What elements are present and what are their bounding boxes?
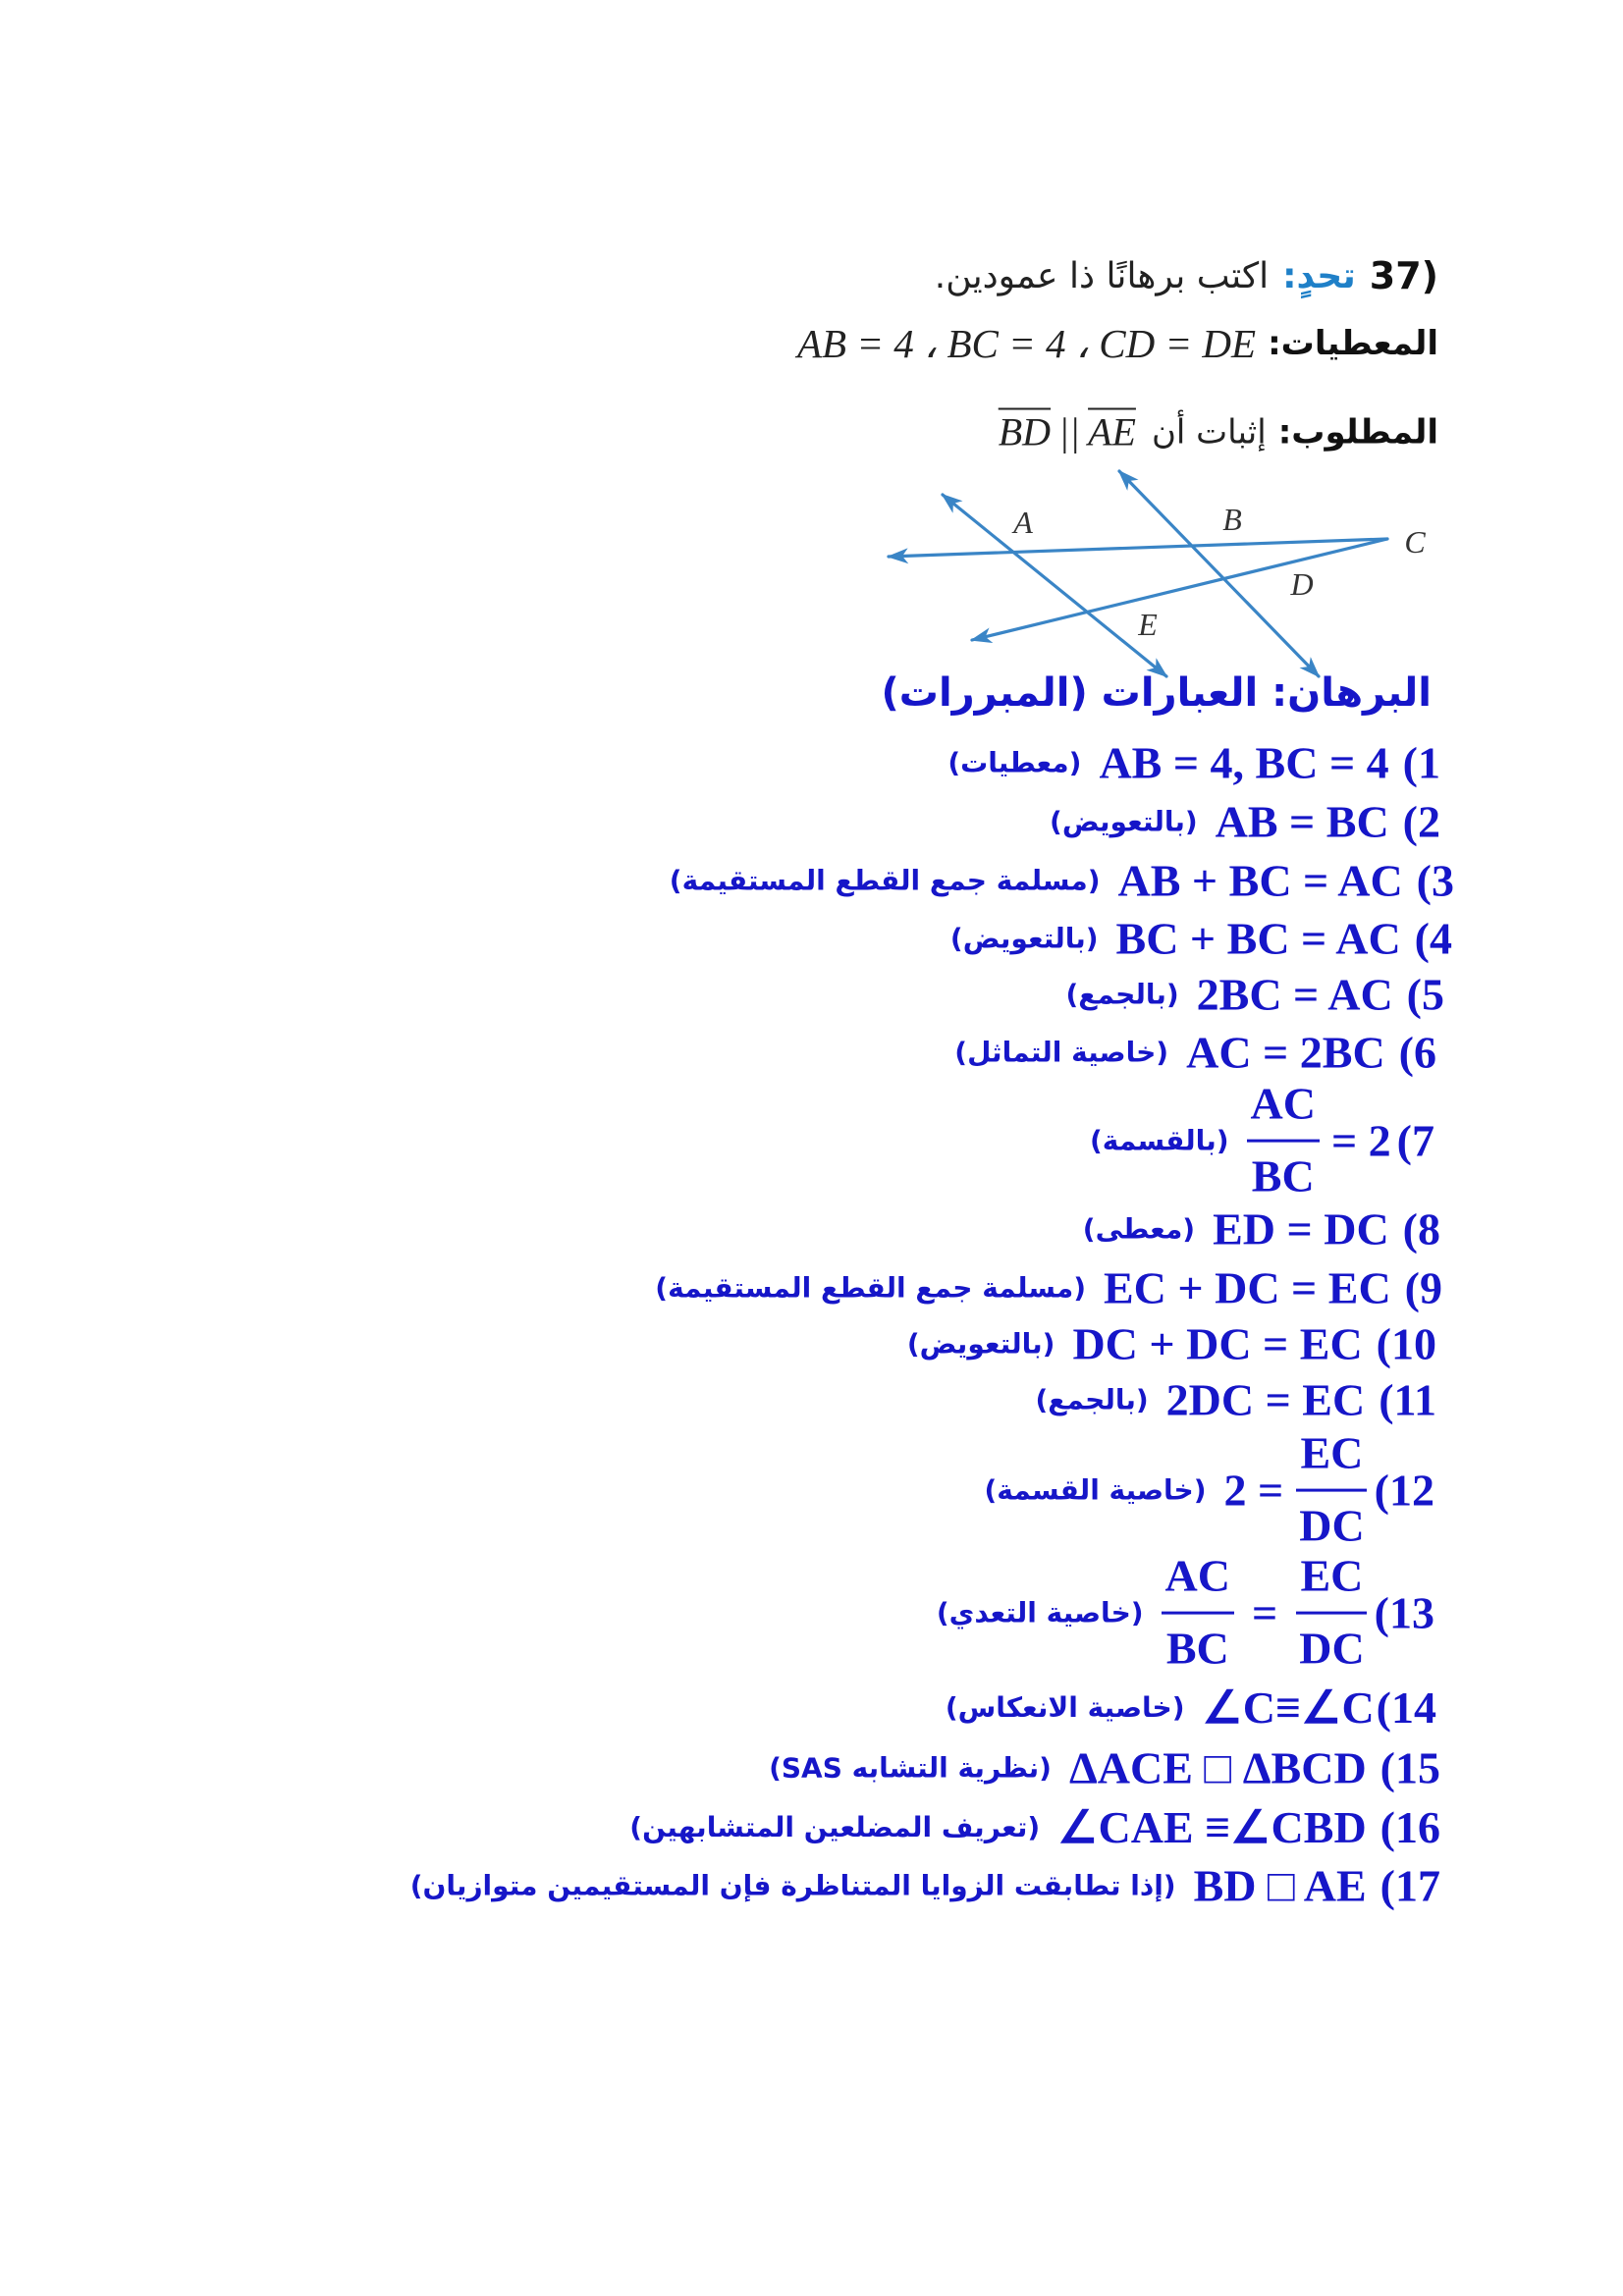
fraction [1247,1079,1320,1203]
parallel-symbol: || [1058,409,1081,454]
step-statement [1162,1551,1369,1676]
prove-label: المطلوب: [1277,412,1438,452]
proof-step-5 [1065,969,1444,1021]
step-number: (13 [1374,1587,1434,1638]
given-statement: AB = 4 ، BC = 4 ، CD = DE [797,321,1257,366]
step-statement: ED = DC [1213,1203,1389,1255]
equals-sign: = [1252,1587,1278,1638]
step-reason: (بالجمع) [1065,978,1179,1011]
step-number: (3 [1416,855,1454,906]
proof-step-15 [769,1742,1440,1794]
point-label-e: E [1138,607,1158,642]
fraction-left [1162,1551,1234,1676]
step-reason: (بالجمع) [1035,1383,1149,1416]
given-label: المعطيات: [1268,324,1438,363]
step-statement: ΔACE □ ΔBCD [1068,1742,1367,1793]
fraction [1295,1428,1368,1553]
step-number: (10 [1376,1318,1436,1369]
proof-heading [881,670,1432,716]
proof-step-11 [1035,1374,1436,1426]
step-reason: (خاصية القسمة) [984,1473,1207,1507]
prove-text: إثبات أن [1151,412,1267,452]
line-bd [1119,471,1319,676]
proof-step-16 [629,1800,1440,1853]
step-reason: (إذا تطابقت الزوايا المتناظرة فإن المستقيمين متوازيان) [409,1869,1176,1902]
step-number: (6 [1398,1027,1436,1078]
line-ae [943,495,1166,676]
step-statement: 2DC = EC [1165,1374,1366,1425]
fraction-denominator: BC [1165,1623,1229,1674]
step-number: (7 [1396,1115,1434,1166]
equation-rhs: = 2 [1330,1115,1391,1166]
step-statement [1247,1079,1391,1203]
step-statement: AC = 2BC [1186,1027,1385,1078]
proof-heading-text: البرهان: العبارات (المبررات) [881,670,1432,716]
step-reason: (مسلمة جمع القطع المستقيمة) [655,1271,1086,1305]
step-reason: (تعريف المضلعين المتشابهين) [629,1810,1041,1843]
proof-step-3 [670,855,1454,907]
step-reason: (بالتعويض) [1050,805,1198,838]
given-line [797,320,1438,367]
step-reason: (خاصية الانعكاس) [945,1690,1185,1724]
step-reason: (خاصية التماثل) [954,1036,1169,1069]
prove-line [999,409,1438,455]
proof-step-8 [1083,1203,1440,1255]
prove-segment-bd: $\overline{BD}$ [998,409,1052,454]
step-reason: (مسلمة جمع القطع المستقيمة) [669,864,1101,897]
line-ce [972,539,1387,640]
proof-step-13 [937,1551,1434,1676]
fraction-denominator: DC [1299,1500,1365,1551]
proof-step-1 [947,737,1440,789]
step-number: (1 [1402,737,1440,788]
step-statement: AB = BC [1215,796,1389,847]
step-number: (9 [1404,1262,1442,1313]
equation-lhs: 2 = [1223,1465,1284,1516]
step-statement [1224,1428,1369,1553]
step-statement: DC + DC = EC [1072,1318,1363,1369]
step-number: (2 [1402,796,1440,847]
step-reason: (خاصية التعدي) [936,1596,1144,1629]
step-statement: AB = 4, BC = 4 [1099,737,1389,788]
step-reason: (نظرية التشابه SAS) [769,1751,1052,1785]
step-statement: BC + BC = AC [1115,913,1401,964]
step-statement: BD □ AE [1193,1860,1367,1911]
step-reason: (بالتعويض) [949,922,1099,955]
proof-step-4 [950,913,1452,965]
step-number: (17 [1380,1860,1440,1911]
step-number: (11 [1379,1374,1436,1425]
proof-step-10 [907,1318,1436,1370]
fraction-denominator: BC [1251,1150,1315,1201]
step-number: (8 [1402,1203,1440,1255]
prove-statement [999,409,1136,455]
point-label-c: C [1404,524,1426,560]
proof-step-12 [984,1428,1434,1553]
step-reason: (بالتعويض) [906,1327,1055,1361]
step-number: (5 [1406,969,1444,1020]
step-reason: (معطى) [1082,1212,1196,1246]
step-reason: (معطيات) [947,746,1082,779]
step-statement: AB + BC = AC [1117,855,1403,906]
problem-header [935,254,1438,297]
step-reason: (بالقسمة) [1089,1124,1229,1157]
fraction-numerator: EC [1296,1551,1367,1615]
fraction-right [1295,1551,1368,1676]
proof-step-17 [410,1860,1440,1912]
prove-segment-ae: $\overline{AE}$ [1088,409,1136,454]
fraction-numerator: AC [1162,1551,1234,1615]
fraction-numerator: AC [1247,1079,1320,1143]
problem-number: 37) [1369,254,1438,297]
fraction-numerator: EC [1296,1428,1367,1492]
step-number: (14 [1376,1682,1436,1733]
problem-instruction: اكتب برهانًا ذا عمودين. [934,255,1270,296]
step-number: (12 [1374,1465,1434,1516]
geometry-diagram [864,452,1453,697]
point-label-b: B [1222,502,1242,537]
step-number: (4 [1414,913,1452,964]
proof-step-9 [655,1262,1442,1314]
problem-label: تحدٍ: [1282,255,1356,296]
step-statement: EC + DC = EC [1104,1262,1391,1313]
step-statement: ∠C≡∠C [1202,1682,1375,1733]
step-number: (16 [1380,1801,1440,1852]
proof-step-14 [946,1681,1436,1734]
point-label-a: A [1013,505,1033,540]
step-number: (15 [1380,1742,1440,1793]
proof-step-2 [1050,796,1440,848]
step-statement: 2BC = AC [1196,969,1393,1020]
proof-step-7 [1090,1079,1434,1203]
step-statement: ∠CAE ≡∠CBD [1057,1802,1367,1852]
line-abc [889,539,1387,557]
proof-step-6 [954,1027,1436,1079]
fraction-denominator: DC [1299,1623,1365,1674]
point-label-d: D [1290,566,1314,602]
